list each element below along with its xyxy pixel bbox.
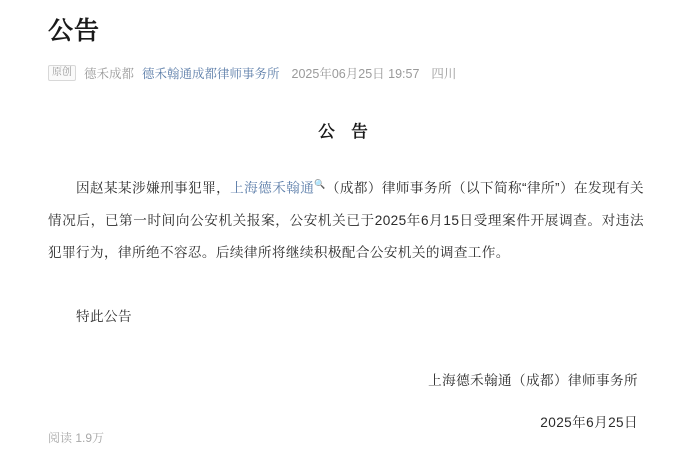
document-heading: 公 告: [318, 123, 374, 141]
paragraph-2-text: 特此公告: [76, 308, 132, 324]
read-count: 阅读 1.9万: [48, 431, 105, 445]
firm-name-link[interactable]: 上海德禾翰通: [230, 180, 315, 196]
page-title: 公告: [48, 17, 101, 45]
article-meta: [48, 64, 644, 82]
paragraph-1-part-1: 因赵某某涉嫌刑事犯罪，: [76, 180, 231, 196]
search-icon[interactable]: 🔍: [314, 179, 326, 189]
signature-date: 2025年6月25日: [540, 414, 638, 430]
meta-organization-link[interactable]: 德禾翰通成都律师事务所: [142, 67, 280, 81]
original-badge: 原创: [48, 65, 76, 81]
meta-location: 四川: [431, 67, 457, 81]
document-paragraph-2: [48, 301, 644, 333]
document-paragraph-1: [48, 168, 644, 269]
meta-datetime: 2025年06月25日 19:57: [291, 67, 420, 81]
signature-organization: 上海德禾翰通（成都）律师事务所: [428, 372, 638, 388]
paragraph-1-part-2: （成都）律师事务所（以下简称“律所”）在发现有关情况后，已第一时间向公安机关报案，公安机关已于2025年6月15日受理案件开展调查。对违法犯罪行为，律所绝不容忍。后续律所将继续积极配合公安机关的调查工作。: [48, 180, 644, 260]
meta-author: 德禾成都: [84, 67, 135, 81]
